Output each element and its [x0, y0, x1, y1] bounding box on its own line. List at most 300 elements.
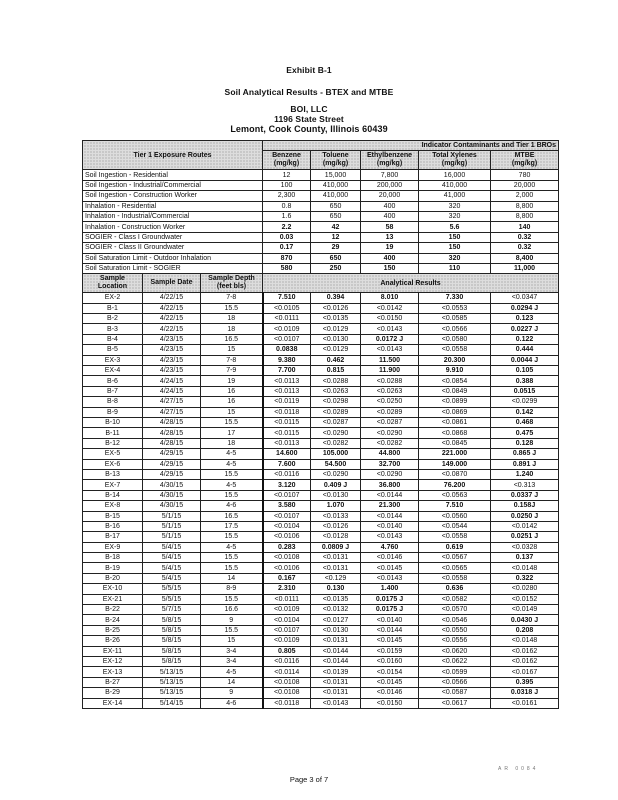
result-value: <0.0145: [361, 677, 419, 687]
sample-date: 4/29/15: [143, 449, 201, 459]
result-value: <0.0580: [419, 334, 491, 344]
result-value: 0.128: [491, 438, 559, 448]
sample-depth: 7-9: [201, 366, 263, 376]
analyte-header: [263, 151, 311, 170]
result-value: 0.137: [491, 553, 559, 563]
sample-depth: 15: [201, 636, 263, 646]
result-value: 3.580: [263, 501, 311, 511]
sample-row: [83, 594, 559, 604]
sample-location: B-2: [83, 314, 143, 324]
result-value: <0.0144: [361, 490, 419, 500]
result-value: 0.636: [419, 584, 491, 594]
sample-depth: 7-8: [201, 355, 263, 365]
sample-row: [83, 345, 559, 355]
result-value: 0.462: [311, 355, 361, 365]
route-value: 0.32: [491, 243, 559, 253]
route-row: [83, 211, 559, 221]
result-value: <0.0111: [263, 314, 311, 324]
result-value: <0.0282: [361, 438, 419, 448]
sample-date: 5/13/15: [143, 688, 201, 698]
result-value: <0.0582: [419, 594, 491, 604]
route-value: 100: [263, 180, 311, 190]
route-value: 400: [361, 211, 419, 221]
result-value: <0.0109: [263, 324, 311, 334]
sample-date: 4/22/15: [143, 303, 201, 313]
result-value: <0.0143: [361, 345, 419, 355]
route-value: 2.2: [263, 222, 311, 232]
result-value: <0.0869: [419, 407, 491, 417]
sample-location: EX-12: [83, 656, 143, 666]
sample-date: 4/28/15: [143, 417, 201, 427]
result-value: <0.0162: [491, 646, 559, 656]
route-label: SOGIER - Class I Groundwater: [83, 232, 263, 242]
result-value: 7.330: [419, 293, 491, 303]
sample-row: [83, 511, 559, 521]
sample-location: B-13: [83, 469, 143, 479]
result-value: 0.0251 J: [491, 532, 559, 542]
route-value: 13: [361, 232, 419, 242]
analyte-header: [361, 151, 419, 170]
sample-location: B-7: [83, 386, 143, 396]
sample-row: [83, 314, 559, 324]
sample-date: 5/4/15: [143, 553, 201, 563]
sample-depth: 19: [201, 376, 263, 386]
result-value: 0.142: [491, 407, 559, 417]
sample-location: B-29: [83, 688, 143, 698]
result-value: 0.475: [491, 428, 559, 438]
sample-depth: 4-5: [201, 542, 263, 552]
result-value: <0.0546: [419, 615, 491, 625]
result-value: <0.0282: [311, 438, 361, 448]
sample-depth: 3-4: [201, 646, 263, 656]
sample-depth: 15.5: [201, 594, 263, 604]
route-value: 5.6: [419, 222, 491, 232]
result-value: 0.283: [263, 542, 311, 552]
route-label: Inhalation - Construction Worker: [83, 222, 263, 232]
sample-depth: 15: [201, 345, 263, 355]
result-value: <0.0104: [263, 521, 311, 531]
route-row: [83, 201, 559, 211]
sample-row: [83, 667, 559, 677]
result-value: <0.0152: [491, 594, 559, 604]
route-value: 20,000: [491, 180, 559, 190]
sample-location: EX-3: [83, 355, 143, 365]
result-value: <0.0127: [311, 615, 361, 625]
result-value: <0.0556: [419, 636, 491, 646]
result-value: 3.120: [263, 480, 311, 490]
result-value: <0.0566: [419, 677, 491, 687]
result-value: <0.0845: [419, 438, 491, 448]
sample-date: 5/13/15: [143, 677, 201, 687]
result-value: 0.322: [491, 573, 559, 583]
sample-location: B-27: [83, 677, 143, 687]
sample-row: [83, 490, 559, 500]
result-value: 0.0838: [263, 345, 311, 355]
route-value: 8,800: [491, 201, 559, 211]
result-value: <0.0148: [491, 636, 559, 646]
analyte-header: [491, 151, 559, 170]
sample-date: 4/23/15: [143, 355, 201, 365]
document-title: Soil Analytical Results - BTEX and MTBE: [224, 87, 394, 97]
sample-row: [83, 646, 559, 656]
sample-location: EX-4: [83, 366, 143, 376]
result-value: 76.200: [419, 480, 491, 490]
route-value: 2,300: [263, 191, 311, 201]
result-value: <0.0126: [311, 303, 361, 313]
route-value: 320: [419, 211, 491, 221]
sample-depth: 8-9: [201, 584, 263, 594]
sample-date: 4/23/15: [143, 334, 201, 344]
result-value: <0.0617: [419, 698, 491, 708]
result-value: <0.0106: [263, 563, 311, 573]
sample-depth: 18: [201, 438, 263, 448]
sample-depth: 16: [201, 397, 263, 407]
result-value: <0.129: [311, 573, 361, 583]
analyte-unit: (mg/kg): [511, 160, 538, 168]
result-value: <0.0544: [419, 521, 491, 531]
sample-location: B-9: [83, 407, 143, 417]
sample-depth: 15.5: [201, 469, 263, 479]
result-value: <0.0129: [311, 345, 361, 355]
sample-row: [83, 573, 559, 583]
result-value: <0.0118: [263, 698, 311, 708]
sample-header-row: [83, 274, 559, 293]
result-value: 0.0172 J: [361, 334, 419, 344]
result-value: <0.0111: [263, 594, 311, 604]
result-value: <0.0144: [361, 511, 419, 521]
result-value: <0.0622: [419, 656, 491, 666]
result-value: 0.208: [491, 625, 559, 635]
result-value: <0.0130: [311, 334, 361, 344]
result-value: <0.0148: [491, 563, 559, 573]
result-value: <0.0250: [361, 397, 419, 407]
route-value: 15,000: [311, 170, 361, 180]
sample-location: B-6: [83, 376, 143, 386]
route-value: 12: [311, 232, 361, 242]
result-value: <0.0290: [311, 428, 361, 438]
sample-date: 5/5/15: [143, 594, 201, 604]
result-value: 20.300: [419, 355, 491, 365]
result-value: <0.0143: [361, 573, 419, 583]
result-value: <0.0135: [311, 594, 361, 604]
sample-location: B-1: [83, 303, 143, 313]
result-value: <0.0299: [491, 397, 559, 407]
sample-date: 4/23/15: [143, 345, 201, 355]
result-value: <0.0107: [263, 625, 311, 635]
sample-date: 5/13/15: [143, 667, 201, 677]
sample-depth-header: Sample Depth (feet bls): [201, 274, 263, 293]
result-value: 149.000: [419, 459, 491, 469]
sample-row: [83, 417, 559, 427]
sample-row: [83, 553, 559, 563]
sample-date: 4/30/15: [143, 501, 201, 511]
sample-row: [83, 397, 559, 407]
route-value: 410,000: [419, 180, 491, 190]
result-value: <0.0133: [311, 511, 361, 521]
sample-location: B-18: [83, 553, 143, 563]
route-value: 19: [361, 243, 419, 253]
result-value: <0.0868: [419, 428, 491, 438]
sample-row: [83, 293, 559, 303]
sample-depth: 17.5: [201, 521, 263, 531]
result-value: <0.0139: [311, 667, 361, 677]
result-value: <0.0287: [311, 417, 361, 427]
sample-location: EX-9: [83, 542, 143, 552]
sample-location: B-20: [83, 573, 143, 583]
sample-location: B-5: [83, 345, 143, 355]
sample-date: 5/1/15: [143, 511, 201, 521]
sample-date: 4/28/15: [143, 428, 201, 438]
result-value: <0.0142: [491, 521, 559, 531]
sample-row: [83, 605, 559, 615]
sample-location: B-25: [83, 625, 143, 635]
sample-date-header: Sample Date: [143, 274, 201, 293]
sample-location: EX-11: [83, 646, 143, 656]
result-value: 32.700: [361, 459, 419, 469]
analyte-header: [311, 151, 361, 170]
sample-depth: 15.5: [201, 532, 263, 542]
route-value: 410,000: [311, 191, 361, 201]
route-value: 12: [263, 170, 311, 180]
route-row: [83, 191, 559, 201]
sample-date: 5/4/15: [143, 573, 201, 583]
sample-location: EX-13: [83, 667, 143, 677]
route-value: 870: [263, 253, 311, 263]
result-value: <0.0620: [419, 646, 491, 656]
result-value: 0.388: [491, 376, 559, 386]
sample-location: B-10: [83, 417, 143, 427]
route-value: 0.03: [263, 232, 311, 242]
sample-date: 5/1/15: [143, 532, 201, 542]
result-value: <0.0119: [263, 397, 311, 407]
route-label: Inhalation - Industrial/Commercial: [83, 211, 263, 221]
route-value: 41,000: [419, 191, 491, 201]
result-value: 0.0250 J: [491, 511, 559, 521]
sample-row: [83, 428, 559, 438]
result-value: <0.0280: [491, 584, 559, 594]
route-value: 58: [361, 222, 419, 232]
result-value: 0.167: [263, 573, 311, 583]
result-value: <0.0143: [361, 324, 419, 334]
result-value: 0.158J: [491, 501, 559, 511]
result-value: 0.815: [311, 366, 361, 376]
route-label: Soil Ingestion - Construction Worker: [83, 191, 263, 201]
route-value: 140: [491, 222, 559, 232]
result-value: <0.0899: [419, 397, 491, 407]
result-value: <0.0854: [419, 376, 491, 386]
route-value: 20,000: [361, 191, 419, 201]
contaminants-group-header: Indicator Contaminants and Tier 1 BROs: [263, 141, 559, 151]
result-value: 0.409 J: [311, 480, 361, 490]
sample-location: EX-14: [83, 698, 143, 708]
sample-date: 5/5/15: [143, 584, 201, 594]
route-row: [83, 170, 559, 180]
sample-location: B-16: [83, 521, 143, 531]
sample-depth: 17: [201, 428, 263, 438]
result-value: <0.0560: [419, 511, 491, 521]
sample-location: B-12: [83, 438, 143, 448]
sample-row: [83, 324, 559, 334]
result-value: <0.0566: [419, 324, 491, 334]
sample-date: 5/4/15: [143, 563, 201, 573]
sample-date: 5/14/15: [143, 698, 201, 708]
result-value: <0.0558: [419, 532, 491, 542]
sample-date: 4/30/15: [143, 490, 201, 500]
result-value: <0.0129: [311, 324, 361, 334]
analyte-name: Toluene: [322, 152, 349, 160]
result-value: <0.0160: [361, 656, 419, 666]
route-value: 16,000: [419, 170, 491, 180]
result-value: <0.0288: [311, 376, 361, 386]
sample-row: [83, 376, 559, 386]
sample-date: 4/24/15: [143, 386, 201, 396]
result-value: <0.0162: [491, 656, 559, 666]
result-value: <0.0167: [491, 667, 559, 677]
sample-row: [83, 386, 559, 396]
sample-depth: 15.5: [201, 490, 263, 500]
sample-row: [83, 366, 559, 376]
result-value: <0.0563: [419, 490, 491, 500]
result-value: <0.0150: [361, 698, 419, 708]
route-value: 650: [311, 211, 361, 221]
result-value: <0.0114: [263, 667, 311, 677]
result-value: <0.0567: [419, 553, 491, 563]
result-value: 0.891 J: [491, 459, 559, 469]
sample-row: [83, 521, 559, 531]
sample-depth: 16.5: [201, 334, 263, 344]
sample-date: 4/27/15: [143, 397, 201, 407]
sample-depth: 14: [201, 573, 263, 583]
sample-location-header: Sample Location: [83, 274, 143, 293]
sample-depth: 18: [201, 314, 263, 324]
routes-header: Tier 1 Exposure Routes: [83, 141, 263, 170]
result-value: <0.0550: [419, 625, 491, 635]
sample-depth: 4-6: [201, 501, 263, 511]
result-value: <0.0289: [361, 407, 419, 417]
analyte-header: [419, 151, 491, 170]
result-value: <0.0570: [419, 605, 491, 615]
result-value: 0.805: [263, 646, 311, 656]
sample-row: [83, 688, 559, 698]
sample-row: [83, 532, 559, 542]
sample-depth: 9: [201, 688, 263, 698]
route-value: 650: [311, 253, 361, 263]
route-value: 250: [311, 263, 361, 273]
route-value: 400: [361, 253, 419, 263]
route-value: 150: [419, 243, 491, 253]
sample-row: [83, 355, 559, 365]
result-value: <0.0161: [491, 698, 559, 708]
sample-depth: 9: [201, 615, 263, 625]
route-label: Soil Ingestion - Industrial/Commercial: [83, 180, 263, 190]
header-group-row: [83, 141, 559, 151]
result-value: <0.0140: [361, 615, 419, 625]
sample-location: EX-21: [83, 594, 143, 604]
result-value: <0.0109: [263, 636, 311, 646]
bates-stamp: AR 0084: [498, 766, 539, 772]
analyte-name: Ethylbenzene: [366, 152, 413, 160]
sample-row: [83, 480, 559, 490]
analyte-unit: (mg/kg): [322, 160, 349, 168]
result-value: <0.0108: [263, 677, 311, 687]
route-value: 0.17: [263, 243, 311, 253]
result-value: 0.395: [491, 677, 559, 687]
result-value: 0.123: [491, 314, 559, 324]
result-value: <0.0107: [263, 490, 311, 500]
sample-date: 5/8/15: [143, 636, 201, 646]
sample-location: B-26: [83, 636, 143, 646]
result-value: <0.0113: [263, 376, 311, 386]
route-value: 650: [311, 201, 361, 211]
route-value: 2,000: [491, 191, 559, 201]
result-value: 0.0044 J: [491, 355, 559, 365]
sample-date: 4/27/15: [143, 407, 201, 417]
result-value: <0.0116: [263, 656, 311, 666]
sample-row: [83, 334, 559, 344]
result-value: <0.0328: [491, 542, 559, 552]
sample-depth: 4-5: [201, 667, 263, 677]
result-value: <0.0109: [263, 605, 311, 615]
route-value: 0.32: [491, 232, 559, 242]
result-value: 11.500: [361, 355, 419, 365]
sample-date: 4/30/15: [143, 480, 201, 490]
result-value: <0.0116: [263, 469, 311, 479]
sample-depth: 4-5: [201, 449, 263, 459]
sample-depth: 18: [201, 324, 263, 334]
result-value: <0.0159: [361, 646, 419, 656]
result-value: 221.000: [419, 449, 491, 459]
sample-location: EX-5: [83, 449, 143, 459]
result-value: <0.0132: [311, 605, 361, 615]
result-value: 7.700: [263, 366, 311, 376]
sample-row: [83, 459, 559, 469]
result-value: 1.070: [311, 501, 361, 511]
result-value: <0.0108: [263, 688, 311, 698]
route-value: 29: [311, 243, 361, 253]
result-value: 0.444: [491, 345, 559, 355]
sample-depth: 7-8: [201, 293, 263, 303]
result-value: <0.0289: [311, 407, 361, 417]
sample-location: B-3: [83, 324, 143, 334]
analyte-unit: (mg/kg): [441, 160, 468, 168]
result-value: 0.865 J: [491, 449, 559, 459]
result-value: <0.0115: [263, 428, 311, 438]
result-value: <0.0861: [419, 417, 491, 427]
sample-row: [83, 615, 559, 625]
route-value: 320: [419, 253, 491, 263]
result-value: <0.0106: [263, 532, 311, 542]
sample-row: [83, 449, 559, 459]
sample-location: B-8: [83, 397, 143, 407]
result-value: <0.0263: [361, 386, 419, 396]
sample-row: [83, 438, 559, 448]
route-row: [83, 243, 559, 253]
result-value: 0.0318 J: [491, 688, 559, 698]
result-value: <0.0146: [361, 553, 419, 563]
route-value: 42: [311, 222, 361, 232]
result-value: 0.122: [491, 334, 559, 344]
sample-row: [83, 656, 559, 666]
result-value: <0.0131: [311, 553, 361, 563]
sample-location: B-19: [83, 563, 143, 573]
result-value: 1.240: [491, 469, 559, 479]
analyte-unit: (mg/kg): [376, 160, 403, 168]
route-label: SOGIER - Class II Groundwater: [83, 243, 263, 253]
result-value: 4.760: [361, 542, 419, 552]
result-value: <0.0290: [311, 469, 361, 479]
sample-row: [83, 698, 559, 708]
sample-row: [83, 677, 559, 687]
